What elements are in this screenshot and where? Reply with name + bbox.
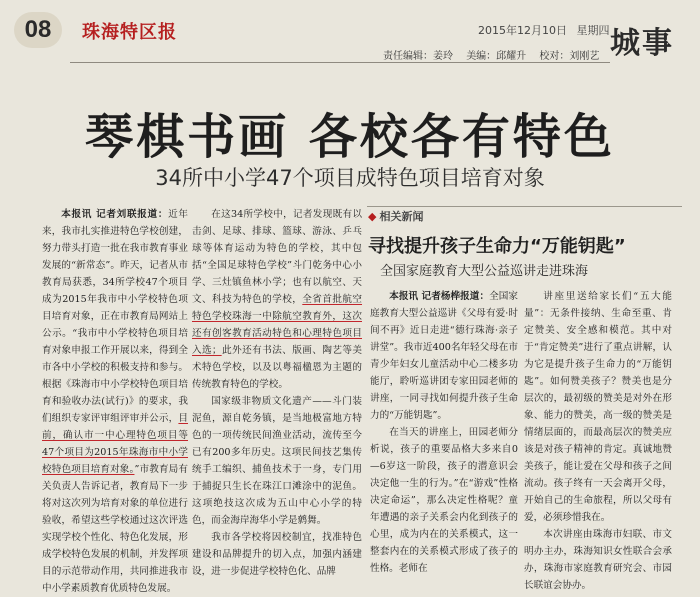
- article-paragraph: 本次讲座由珠海市妇联、市文明办主办，珠海知识女性联合会承办，珠海市家庭教育研究会、市园长联谊会协办。: [524, 529, 672, 591]
- section-title: 城事: [610, 26, 674, 61]
- related-news-tag: [368, 208, 423, 224]
- article-subheadline: 34所中小学47个项目成特色项目培育对象: [155, 166, 545, 190]
- article-byline: 本报讯 记者刘联报道：: [61, 209, 169, 220]
- article-paragraph: 国家级非物质文化遗产——斗门装泥鱼，源自乾务镇，是当地极富地方特色的一项传统民间渔业活动，流传至今已有200多年历史。这项民间技艺集传统手工编织、捕鱼技术于一身，专门用于捕捉只生长在珠江口滩涂中的泥鱼。这项绝技这次成为五山中心小学的特色，而金海岸海华小学是鹩舞。: [192, 396, 362, 526]
- masthead-divider: [70, 62, 610, 63]
- credit-designer: 美编：邱耀升: [466, 51, 527, 62]
- credit-proofreader: 校对：刘刚艺: [539, 51, 600, 62]
- related-news-subtitle: 全国家庭教育大型公益巡讲走进珠海: [380, 264, 589, 279]
- arrow-marker-icon: ◆: [368, 210, 377, 223]
- article-column-1: [42, 206, 189, 594]
- dateline: [478, 22, 616, 38]
- issue-weekday: 星期四: [576, 24, 610, 37]
- article-text: 全国家庭教育大型公益巡讲《父母有爱·时间不再》近日走进“德行珠海·亲子讲堂”。我市近400名年轻父母在市青少年妇女儿童活动中心二楼多功能厅，聆听巡讲团专家田园老师的讲座，一同寻找如何提升孩子生命力的“万能钥匙”。: [370, 291, 519, 421]
- article-text: 近年来，我市扎实推进特色学校创建，努力带头打造一批在我市教育事业发展的“新常态”。昨天，记者从市教育局获悉，34所学校47个项目成为2015年我市中小学校特色项目培育对象，正在市教育局网站上公示。“我市中小学校特色项目培育对象申报工作开展以来，得到全市各中小学校的积极支持和参与。根据《珠海市中小学校特色项目培育和验收办法(试行)》的要求，我们组织专家评审组评审并公示，: [42, 209, 189, 424]
- credit-editor: 责任编辑：姜玲: [383, 51, 453, 62]
- related-column-1: [370, 288, 519, 574]
- highlighted-text: 全省首批航空特色学校珠海一中除航空教育外，这次还有创客教育活动特色和心理特色项目入选；: [192, 294, 363, 356]
- article-column-2: [192, 206, 363, 577]
- article-headline: 琴棋书画 各校各有特色: [85, 109, 615, 165]
- page-number: 08: [14, 12, 62, 48]
- related-news-divider: [367, 206, 682, 207]
- article-paragraph: [192, 206, 362, 393]
- article-paragraph: 我市各学校将因校制宜，找准特色建设和品牌提升的切入点，加强内涵建设，进一步促进学校特色化、品牌: [192, 532, 362, 577]
- paper-name-logo: 珠海特区报: [82, 22, 177, 43]
- article-text: 在这34所学校中，记者发现既有以击剑、足球、排球、篮球、游泳、乒乓球等体育运动为特色的学校，其中包括“全国足球特色学校”斗门乾务中心小学、三灶镇鱼林小学；也有以航空、天文、科技为特色的学校，: [192, 209, 362, 305]
- issue-date: 2015年12月10日: [478, 24, 567, 37]
- article-paragraph: 讲座里送给家长们“五大能量”：无条件接纳、生命至重、肯定赞美、安全感和模范。其中对于“肯定赞美”进行了重点讲解，认为它是提升孩子生命力的“万能钥匙”。如何赞美孩子？赞美也是分层次的，最初级的赞美是对外在形象、能力的赞美，高一级的赞美是情绪层面的，而最高层次的赞美应该是对孩子精神的肯定。真诚地赞美孩子，能让爱在父母和孩子之间流动。孩子终有一天会离开父母，开始自己的生命旅程，所以父母有爱，必须珍惜我在。: [524, 291, 672, 523]
- article-paragraph: 在当天的讲座上，田园老师分析说，孩子的重要品格大多来自0—6岁这一阶段，孩子的潜意识会决定他一生的行为。”在“游戏”性格决定命运”，那么决定性格呢？童年遭遇的亲子关系会内化到孩子的心里，成为内在的关系模式，这一整套内在的关系模式形成了孩子的性格。老师在: [370, 427, 518, 574]
- highlighted-text: 目前，确认市一中心理特色项目等47个项目为2015年珠海市中小学校特色项目培育对象。: [42, 413, 188, 475]
- editor-credits: [383, 47, 609, 62]
- article-paragraph: [370, 288, 518, 424]
- article-paragraph: [42, 206, 188, 597]
- related-byline: 本报讯 记者杨桦报道：: [389, 291, 490, 302]
- article-text: 此外还有书法、版画、陶艺等美术特色学校，以及以粤福楹恩为主题的传统教育特色的学校。: [192, 345, 363, 390]
- related-news-label: 相关新闻: [379, 210, 424, 223]
- related-news-title: 寻找提升孩子生命力“万能钥匙”: [368, 236, 626, 257]
- related-column-2: [524, 288, 672, 591]
- article-text: ”市教育局有关负责人告诉记者，教育局下一步将对这次列为培育对象的单位进行验收，希望这些学校通过这次评选实现学校个性化、特色化发展，形成学校特色发展的机制，并发挥项目的示范带动作用，共同推进我市中小学素质教育优质特色发展。: [42, 464, 189, 594]
